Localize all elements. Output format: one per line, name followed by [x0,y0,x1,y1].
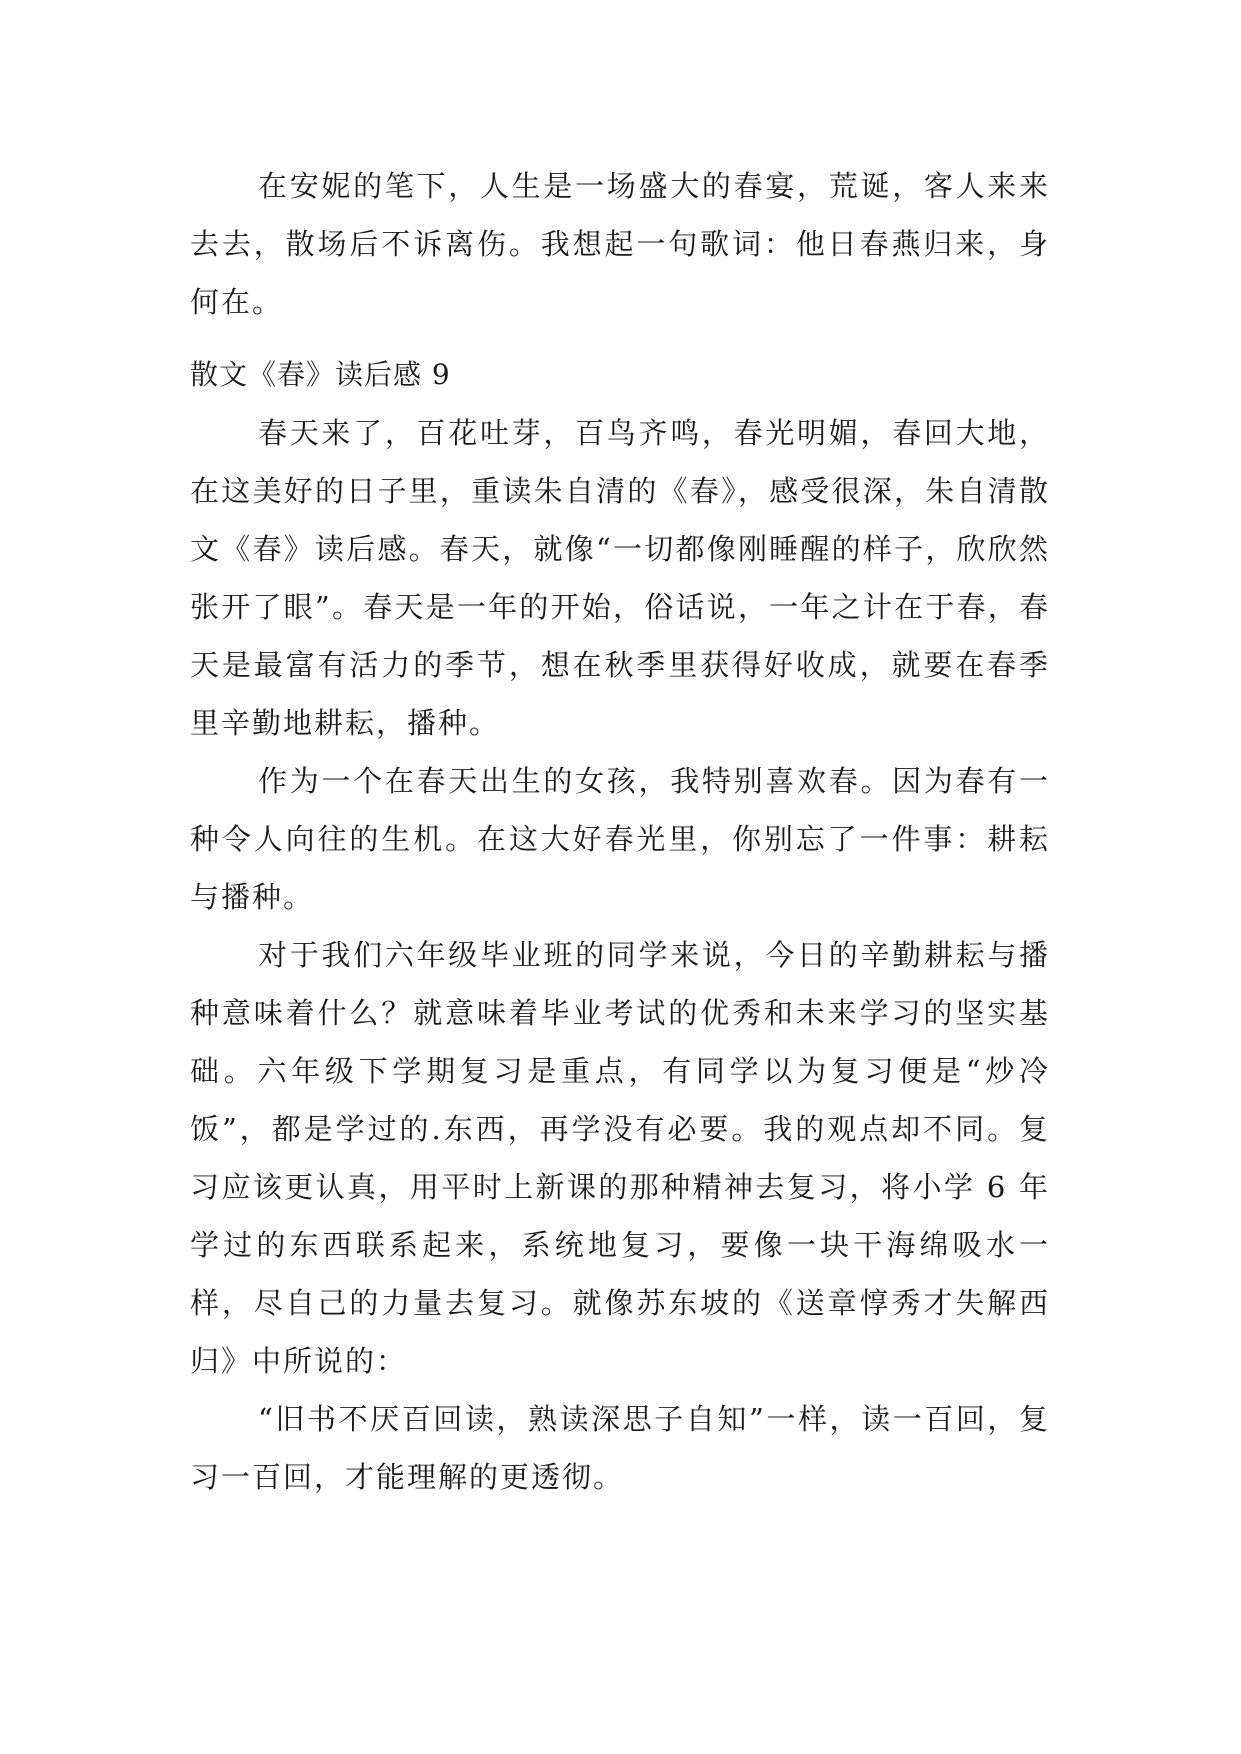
body-paragraph: 对于我们六年级毕业班的同学来说，今日的辛勤耕耘与播种意味着什么？就意味着毕业考试的优秀和未来学习的坚实基础。六年级下学期复习是重点，有同学以为复习便是“炒冷饭”，都是学过的.东西，再学没有必要。我的观点却不同。复习应该更认真，用平时上新课的那种精神去复习，将小学 6 年学过的东西联系起来，系统地复习，要像一块干海绵吸水一样，尽自己的力量去复习。就像苏东坡的《送章惇秀才失解西归》中所说的： [190,938,1050,1378]
body-paragraph: 作为一个在春天出生的女孩，我特别喜欢春。因为春有一种令人向往的生机。在这大好春光里，你别忘了一件事：耕耘与播种。 [190,764,1050,914]
section-title: 散文《春》读后感 9 [190,358,451,391]
body-paragraph: “旧书不厌百回读，熟读深思子自知”一样，读一百回，复习一百回，才能理解的更透彻。 [190,1402,1050,1494]
intro-section [190,157,1050,331]
intro-paragraph: 在安妮的笔下，人生是一场盛大的春宴，荒诞，客人来来去去，散场后不诉离伤。我想起一句歌词：他日春燕归来，身何在。 [190,169,1050,319]
essay-section [190,346,1050,1506]
body-paragraph: 春天来了，百花吐芽，百鸟齐鸣，春光明媚，春回大地，在这美好的日子里，重读朱自清的《春》，感受很深，朱自清散文《春》读后感。春天，就像“一切都像刚睡醒的样子，欣欣然张开了眼”。春天是一年的开始，俗话说，一年之计在于春，春天是最富有活力的季节，想在秋季里获得好收成，就要在春季里辛勤地耕耘，播种。 [190,416,1050,740]
